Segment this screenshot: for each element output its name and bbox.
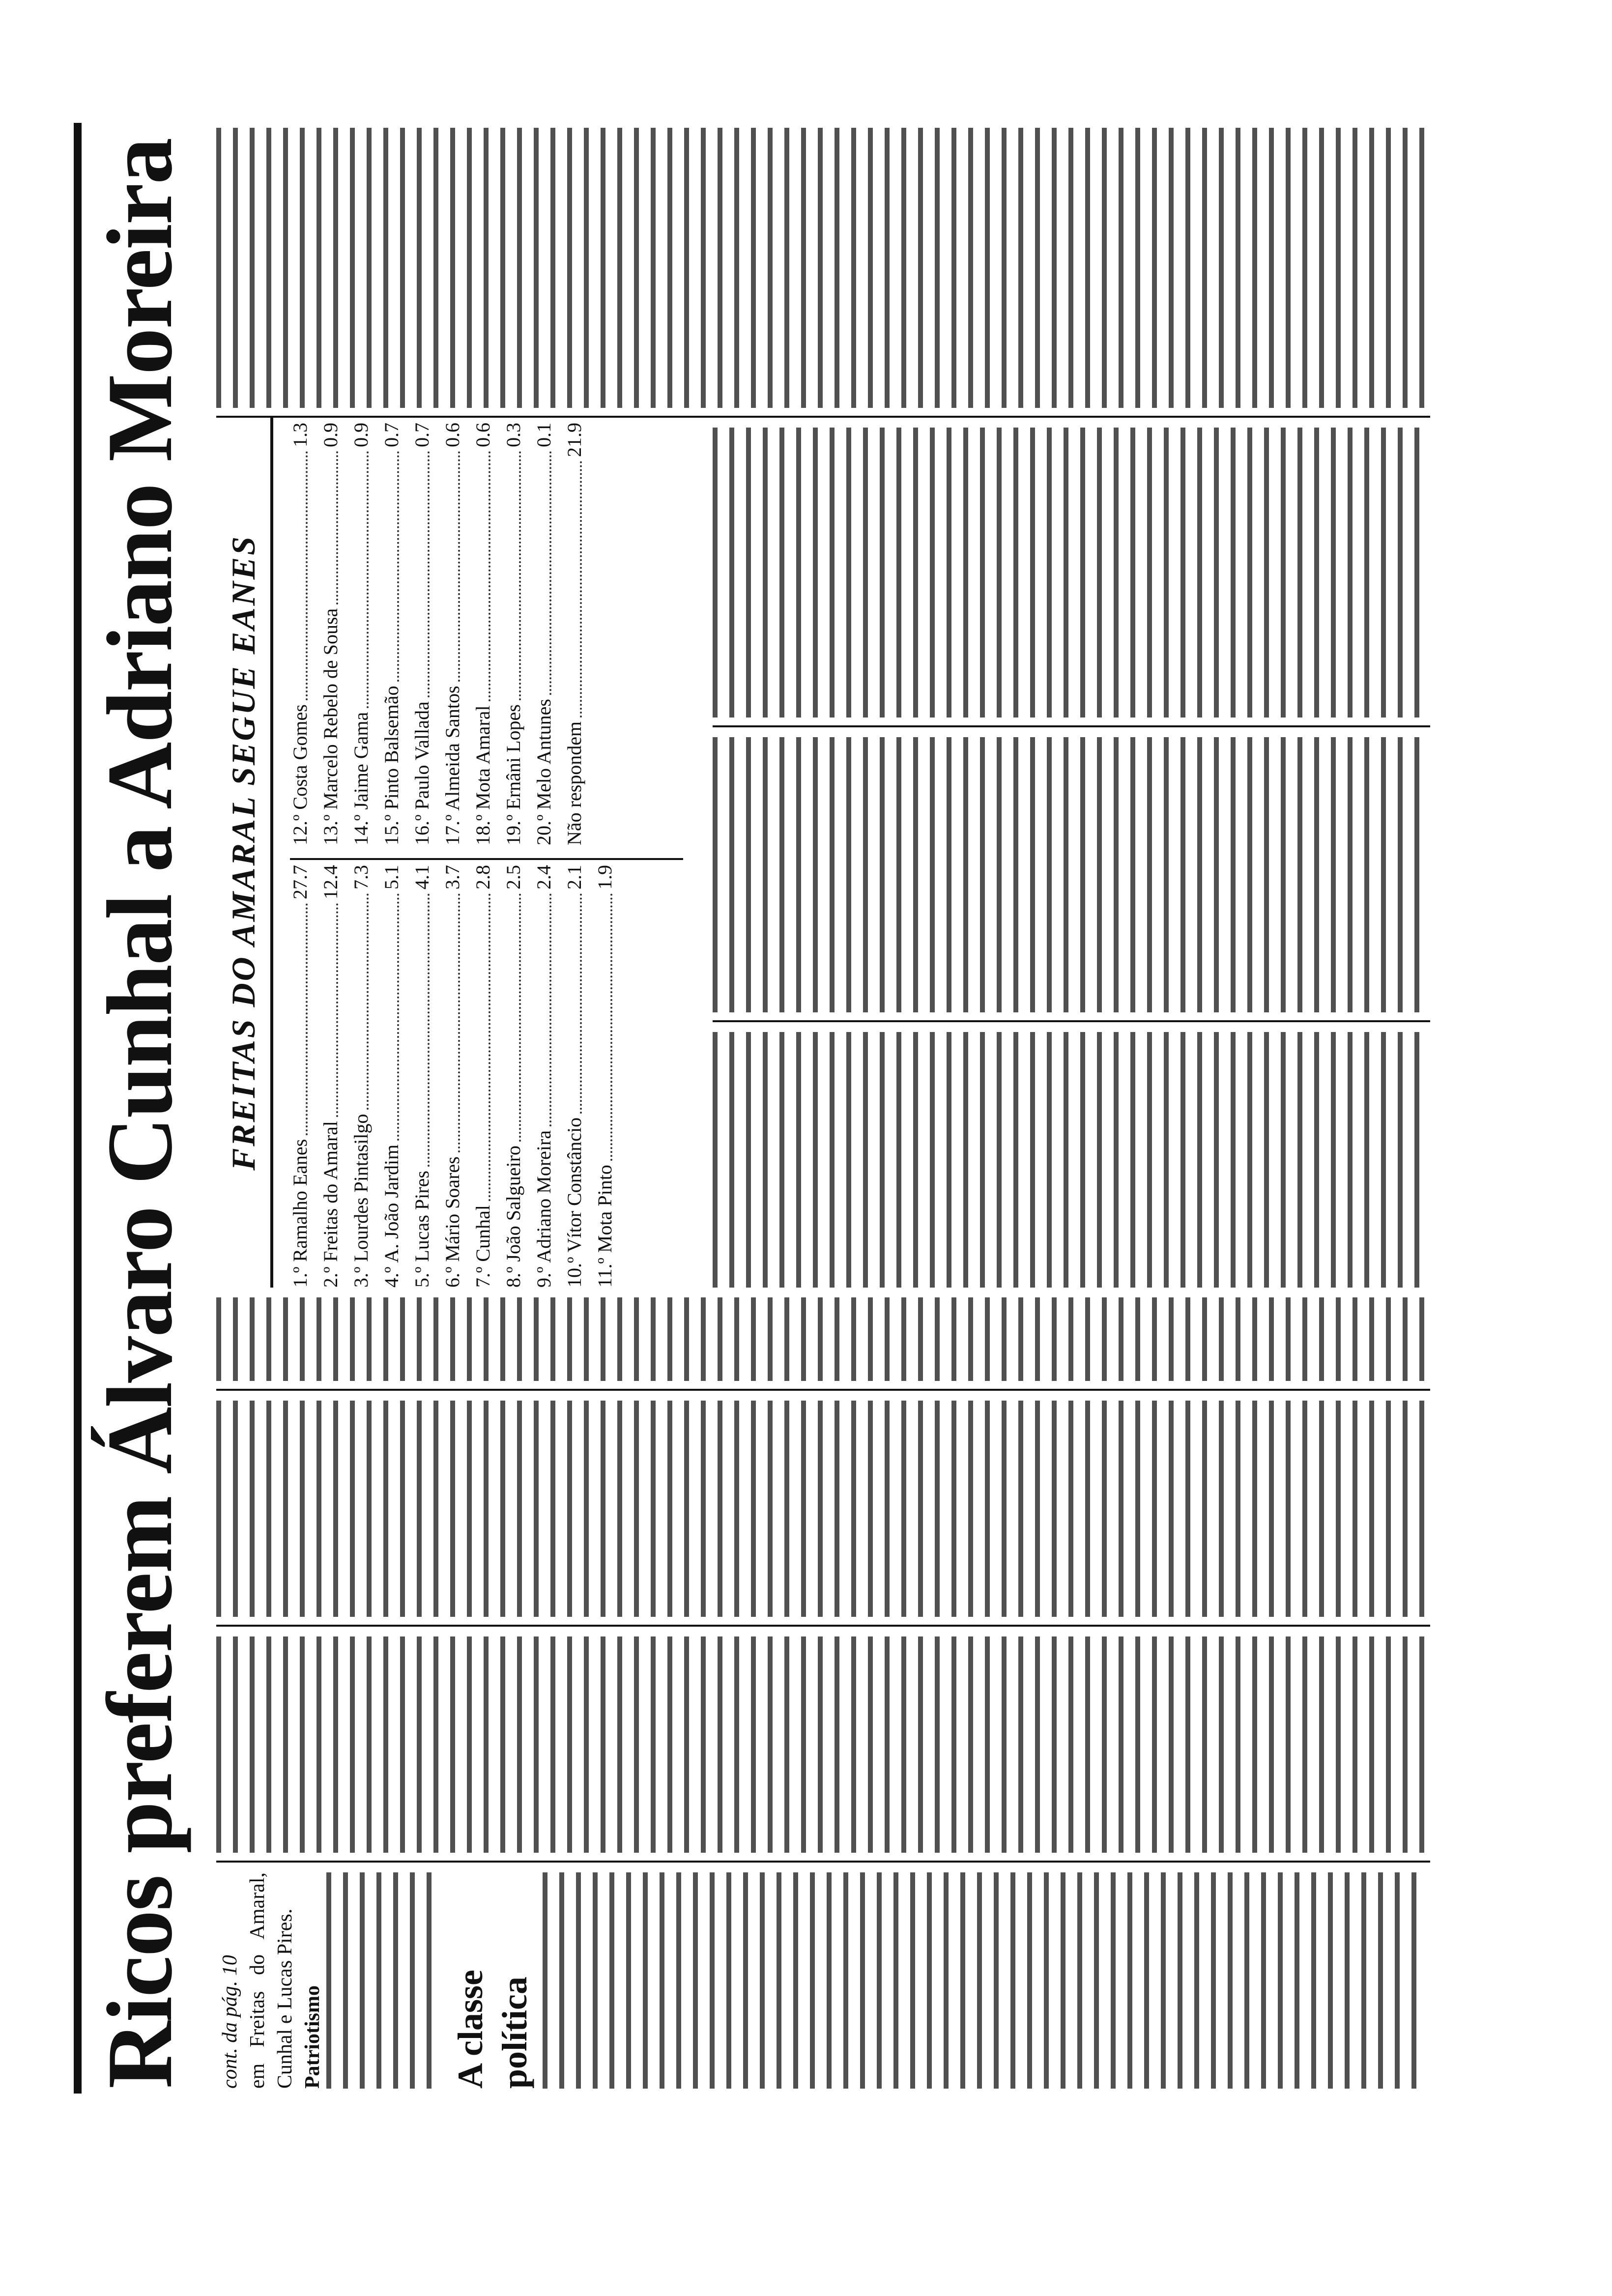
headline: Ricos preferem Álvaro Cunhal a Adriano Moreira	[88, 138, 192, 2089]
ranking-row: 16.º Paulo Vallada 0.7	[407, 423, 437, 845]
column-3	[216, 1401, 1430, 1617]
ranking-row: 6.º Mário Soares 3.7	[437, 865, 468, 1288]
ranking-list-left	[285, 865, 620, 1288]
body-text-block	[713, 428, 1430, 718]
column-5	[713, 1032, 1430, 1288]
body-text-block	[713, 1032, 1430, 1288]
ranking-row: 3.º Lourdes Pintasilgo 7.3	[346, 865, 376, 1288]
ranking-row: 7.º Cunhal 2.8	[468, 865, 498, 1288]
top-rule	[74, 123, 82, 2094]
ranking-row: 8.º João Salgueiro 2.5	[498, 865, 529, 1288]
column-6	[713, 737, 1430, 1012]
ranking-row: 10.º Vítor Constâncio 2.1	[559, 865, 590, 1288]
column-divider	[713, 1020, 1430, 1022]
ranking-row: 17.º Almeida Santos 0.6	[437, 423, 468, 845]
column-8	[216, 128, 1430, 408]
ranking-row: 12.º Costa Gomes 1.3	[285, 423, 316, 845]
continuation-note: cont. da pág. 10	[219, 1955, 241, 2089]
column-divider	[216, 1861, 1430, 1863]
ranking-table	[216, 418, 698, 1288]
ranking-row: 4.º A. João Jardim 5.1	[376, 865, 407, 1288]
ranking-row: 13.º Marcelo Rebelo de Sousa 0.9	[316, 423, 346, 845]
body-text-block	[216, 1401, 1430, 1617]
ranking-row: 18.º Mota Amaral 0.6	[468, 423, 498, 845]
ranking-row: 5.º Lucas Pires 4.1	[407, 865, 437, 1288]
body-text-block	[326, 1872, 439, 2089]
column-2	[216, 1636, 1430, 1853]
lead-in: Patriotismo	[301, 1985, 324, 2089]
ranking-row: 14.º Jaime Gama 0.9	[346, 423, 376, 845]
ranking-divider	[290, 858, 683, 860]
body-text-block	[216, 128, 1430, 408]
column-divider	[713, 725, 1430, 727]
column-4	[216, 1297, 1430, 1381]
column-divider	[216, 1389, 1430, 1391]
intro-text: em Freitas do Amaral, Cunhal e Lucas Pires.	[246, 1872, 296, 2089]
ranking-row: 1.º Ramalho Eanes 27.7	[285, 865, 316, 1288]
body-text-block	[216, 1297, 1430, 1381]
column-divider	[216, 416, 1430, 418]
newspaper-clipping	[84, 123, 1440, 2094]
ranking-row: 20.º Melo Antunes 0.1	[529, 423, 559, 845]
ranking-row: 11.º Mota Pinto 1.9	[590, 865, 620, 1288]
column-divider	[216, 1625, 1430, 1627]
subheading: A classe política	[451, 1970, 534, 2089]
ranking-heading: FREITAS DO AMARAL SEGUE EANES	[216, 418, 273, 1288]
body-text-block	[216, 1636, 1430, 1853]
ranking-row: 19.º Ernâni Lopes 0.3	[498, 423, 529, 845]
ranking-row: 9.º Adriano Moreira 2.4	[529, 865, 559, 1288]
body-text-block	[713, 737, 1430, 1012]
ranking-list-right	[285, 423, 590, 845]
ranking-row: 15.º Pinto Balsemão 0.7	[376, 423, 407, 845]
ranking-row: Não respondem 21.9	[559, 423, 590, 845]
column-1	[216, 1872, 1430, 2089]
ranking-row: 2.º Freitas do Amaral 12.4	[316, 865, 346, 1288]
body-text-block	[543, 1872, 1427, 2089]
column-7	[713, 428, 1430, 718]
